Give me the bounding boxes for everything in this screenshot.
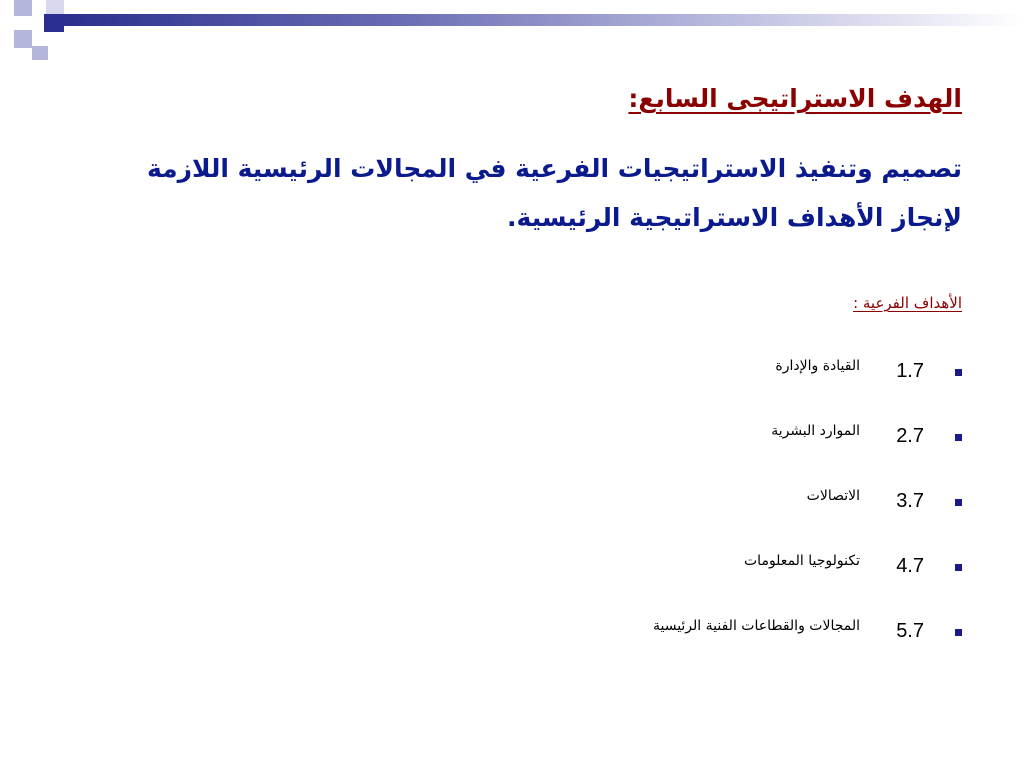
decor-square-dark [44,14,64,32]
goal-label: المجالات والقطاعات الفنية الرئيسية [652,618,860,634]
slide-subtitle [82,144,962,242]
slide-title-text: الهدف الاستراتيجى السابع: [628,84,962,113]
decor-square-light [32,46,48,60]
goal-number: 1.7 [896,360,924,382]
list-item [362,480,962,545]
square-bullet-icon [955,369,962,376]
decor-square-light [14,30,32,48]
sub-goals-heading-text: الأهداف الفرعية : [853,294,962,312]
list-item [362,415,962,480]
square-bullet-icon [955,629,962,636]
sub-goals-heading [462,294,962,312]
subtitle-line: لإنجاز الأهداف الاستراتيجية الرئيسية. [507,203,962,232]
goal-number: 5.7 [896,620,924,642]
goal-label: تكنولوجيا المعلومات [744,553,860,569]
sub-goals-list [362,350,962,675]
square-bullet-icon [955,434,962,441]
square-bullet-icon [955,564,962,571]
goal-label: الاتصالات [806,488,860,504]
decor-gradient-bar [64,14,1024,26]
square-bullet-icon [955,499,962,506]
list-item [362,545,962,610]
list-item [362,350,962,415]
corner-decoration [0,0,1024,70]
goal-number: 2.7 [896,425,924,447]
decor-square-light [14,0,32,16]
subtitle-line: تصميم وتنفيذ الاستراتيجيات الفرعية في المجالات الرئيسية اللازمة [146,154,962,183]
goal-number: 4.7 [896,555,924,577]
slide-title [262,84,962,113]
goal-number: 3.7 [896,490,924,512]
list-item [362,610,962,675]
goal-label: القيادة والإدارة [775,358,860,374]
goal-label: الموارد البشرية [771,423,860,439]
